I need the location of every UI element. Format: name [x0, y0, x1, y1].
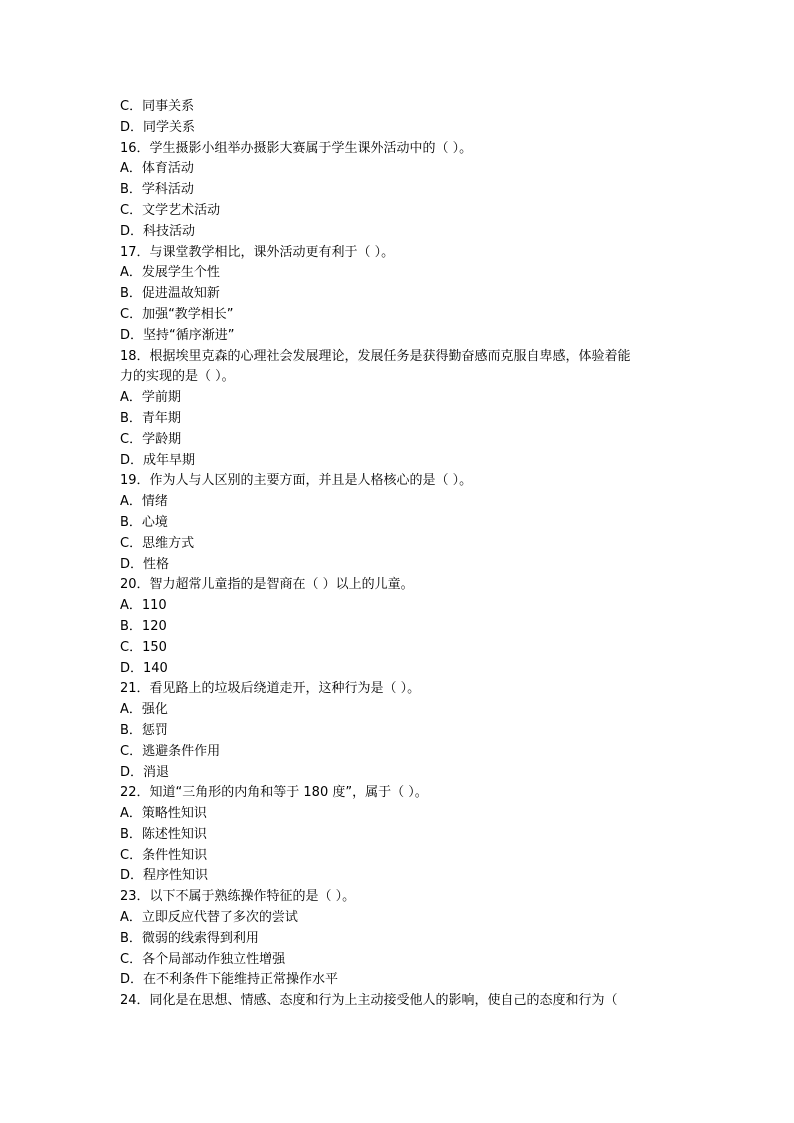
option-d-q16: D．科技活动 [120, 223, 196, 239]
option-b-q16: B．学科活动 [120, 182, 194, 198]
question-19: 19．作为人与人区别的主要方面，并且是人格核心的是（ ）。 [120, 473, 473, 489]
question-23: 23．以下不属于熟练操作特征的是（ ）。 [120, 889, 356, 905]
option-c-q23: C．各个局部动作独立性增强 [120, 951, 286, 967]
option-d-q20: D．140 [120, 660, 168, 676]
option-d-q21: D．消退 [120, 764, 170, 780]
option-b-q22: B．陈述性知识 [120, 826, 207, 842]
option-a-q16: A．体育活动 [120, 161, 194, 177]
option-d-q22: D．程序性知识 [120, 868, 209, 884]
option-c-q22: C．条件性知识 [120, 847, 208, 863]
option-a-q21: A．强化 [120, 702, 168, 718]
option-b-q20: B．120 [120, 618, 167, 634]
option-b-q19: B．心境 [120, 514, 168, 530]
question-17: 17．与课堂教学相比，课外活动更有利于（ ）。 [120, 244, 395, 260]
option-d-q18: D．成年早期 [120, 452, 196, 468]
option-c-q17: C．加强“教学相长” [120, 306, 234, 322]
question-20: 20．智力超常儿童指的是智商在（ ）以上的儿童。 [120, 577, 414, 593]
option-b-q18: B．青年期 [120, 410, 181, 426]
document-page [120, 97, 680, 1012]
option-b-q23: B．微弱的线索得到利用 [120, 930, 259, 946]
option-c-q15: C．同事关系 [120, 99, 195, 114]
option-a-q19: A．情绪 [120, 494, 168, 510]
option-a-q18: A．学前期 [120, 390, 181, 406]
question-22: 22．知道“三角形的内角和等于 180 度”，属于（ ）。 [120, 785, 428, 801]
question-24: 24．同化是在思想、情感、态度和行为上主动接受他人的影响，使自己的态度和行为（ [120, 993, 618, 1009]
option-c-q19: C．思维方式 [120, 535, 195, 551]
option-a-q22: A．策略性知识 [120, 806, 207, 822]
question-18: 18．根据埃里克森的心理社会发展理论，发展任务是获得勤奋感而克服自卑感，体验着能 [120, 348, 631, 364]
option-c-q16: C．文学艺术活动 [120, 202, 221, 218]
question-18-continued: 力的实现的是（ ）。 [120, 369, 235, 385]
option-a-q17: A．发展学生个性 [120, 265, 220, 281]
option-c-q21: C．逃避条件作用 [120, 743, 221, 759]
option-b-q17: B．促进温故知新 [120, 286, 220, 302]
option-a-q23: A．立即反应代替了多次的尝试 [120, 910, 298, 926]
question-16: 16．学生摄影小组举办摄影大赛属于学生课外活动中的（ ）。 [120, 140, 473, 156]
option-d-q17: D．坚持“循序渐进” [120, 327, 235, 343]
option-d-q15: D．同学关系 [120, 119, 196, 135]
option-c-q18: C．学龄期 [120, 431, 182, 447]
option-d-q19: D．性格 [120, 556, 170, 572]
option-c-q20: C．150 [120, 639, 167, 655]
question-21: 21．看见路上的垃圾后绕道走开，这种行为是（ ）。 [120, 681, 421, 697]
option-b-q21: B．惩罚 [120, 722, 168, 738]
option-a-q20: A．110 [120, 598, 167, 614]
option-d-q23: D．在不利条件下能维持正常操作水平 [120, 972, 339, 988]
